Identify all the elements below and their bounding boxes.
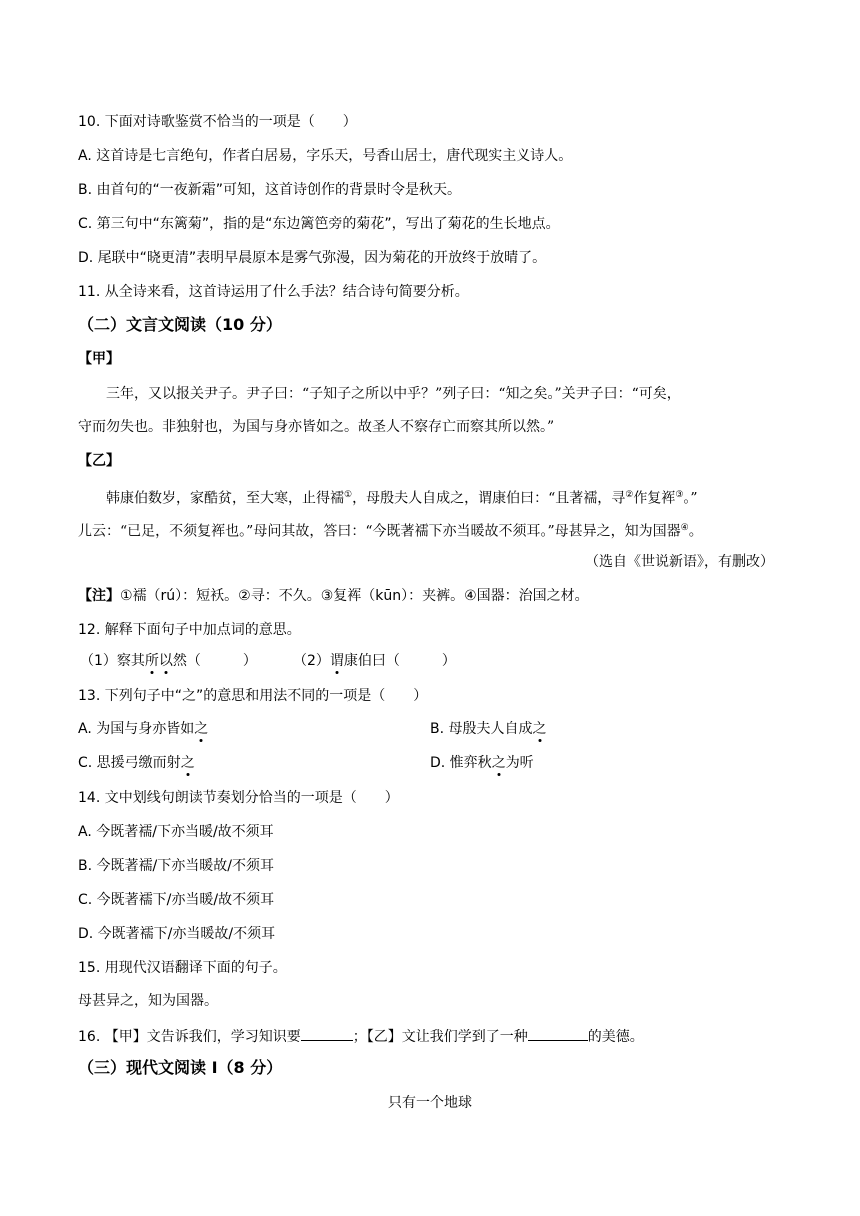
option-text: A. 为国与身亦皆如 xyxy=(78,721,195,737)
jia-line-1: 三年，又以报关尹子。尹子曰：“子知子之所以中乎？”列子曰：“知之矣。”关尹子曰：“可矣， xyxy=(106,386,681,402)
dotted-char: 以 xyxy=(158,653,173,669)
q14-option-c: C. 今既著襦下/亦当暖/故不须耳 xyxy=(78,892,275,908)
answer-blank[interactable] xyxy=(301,1026,353,1041)
yi-text: 。 xyxy=(688,523,703,540)
footnote-marker: ② xyxy=(625,490,634,500)
q13-option-d xyxy=(430,754,534,772)
option-text: C. 思援弓缴而射 xyxy=(78,755,181,771)
yi-line-1 xyxy=(106,486,698,508)
dotted-char: 所 xyxy=(144,653,159,669)
q13-stem: 13. 下列句子中“之”的意思和用法不同的一项是（ ） xyxy=(78,688,428,704)
q12-stem: 12. 解释下面句子中加点词的意思。 xyxy=(78,622,301,638)
q10-option-b: B. 由首句的“一夜新霜”可知，这首诗创作的背景时令是秋天。 xyxy=(78,182,462,198)
q10-option-d: D. 尾联中“晓更清”表明早晨原本是雾气弥漫，因为菊花的开放终于放晴了。 xyxy=(78,250,547,266)
yi-line-2 xyxy=(78,519,703,541)
option-text: 为听 xyxy=(505,755,534,771)
jia-line-2: 守而勿失也。非独射也，为国与身亦皆如之。故圣人不察存亡而察其所以然。” xyxy=(78,419,555,435)
q10-option-a: A. 这首诗是七言绝句，作者白居易，字乐天，号香山居士，唐代现实主义诗人。 xyxy=(78,148,573,164)
yi-text: 作复裈 xyxy=(633,490,676,507)
q12-text: 然（ ） xyxy=(172,653,257,669)
yi-label: 【乙】 xyxy=(78,453,120,469)
q14-option-a: A. 今既著襦/下亦当暖/故不须耳 xyxy=(78,824,274,840)
q12-part-2 xyxy=(293,652,456,670)
yi-text: ，母殷夫人自成之，谓康伯曰：“且著襦，寻 xyxy=(352,490,626,507)
q12-part-1 xyxy=(80,652,257,670)
q12-text: （2） xyxy=(293,653,330,669)
q16-text: ；【乙】文让我们学到了一种 xyxy=(352,1029,528,1045)
q16-text: 16. 【甲】文告诉我们，学习知识要 xyxy=(78,1029,301,1045)
footnote-marker: ③ xyxy=(675,490,684,500)
dotted-char: 谓 xyxy=(329,653,344,669)
note-text: ①襦（rú）：短袄。②寻：不久。③复裈（kūn）：夹裤。④国器：治国之材。 xyxy=(120,588,589,604)
answer-blank[interactable] xyxy=(528,1026,588,1041)
q11-stem: 11. 从全诗来看，这首诗运用了什么手法？结合诗句简要分析。 xyxy=(78,284,469,300)
dotted-char: 之 xyxy=(491,755,506,771)
q15-stem: 15. 用现代汉语翻译下面的句子。 xyxy=(78,960,287,976)
q13-option-b xyxy=(430,720,547,738)
q15-sentence: 母甚异之，知为国器。 xyxy=(78,993,218,1009)
q16-text: 的美德。 xyxy=(587,1029,644,1045)
q13-option-c xyxy=(78,754,195,772)
footnote-marker: ① xyxy=(344,490,353,500)
footnote-marker: ④ xyxy=(680,523,689,533)
jia-label: 【甲】 xyxy=(78,351,120,367)
dotted-char: 之 xyxy=(180,755,195,771)
q12-text: （1）察其 xyxy=(80,653,145,669)
yi-text: 儿云：“已足，不须复裈也。”母问其故，答曰：“今既著襦下亦当暖故不须耳。”母甚异之，知为国器 xyxy=(78,523,681,540)
note-label: 【注】 xyxy=(78,588,120,604)
yi-text: 。” xyxy=(683,490,698,507)
q13-option-a xyxy=(78,720,208,738)
option-text: B. 母殷夫人自成 xyxy=(430,721,533,737)
q14-stem: 14. 文中划线句朗读节奏划分恰当的一项是（ ） xyxy=(78,790,399,806)
yi-text: 韩康伯数岁，家酷贫，至大寒，止得襦 xyxy=(106,490,344,507)
dotted-char: 之 xyxy=(194,721,209,737)
q14-option-d: D. 今既著襦下/亦当暖故/不须耳 xyxy=(78,926,276,942)
note xyxy=(78,587,589,605)
q16-stem xyxy=(78,1026,644,1046)
article-title: 只有一个地球 xyxy=(388,1095,472,1111)
q12-text: 康伯曰（ ） xyxy=(343,653,456,669)
section3-title: （三）现代文阅读 I（8 分） xyxy=(78,1058,283,1077)
source-citation: （选自《世说新语》，有删改） xyxy=(585,554,774,570)
q14-option-b: B. 今既著襦/下亦当暖故/不须耳 xyxy=(78,858,274,874)
section2-title: （二）文言文阅读（10 分） xyxy=(78,315,282,334)
dotted-char: 之 xyxy=(532,721,547,737)
q10-stem: 10. 下面对诗歌鉴赏不恰当的一项是（ ） xyxy=(78,114,357,130)
option-text: D. 惟弈秋 xyxy=(430,755,492,771)
q10-option-c: C. 第三句中“东篱菊”，指的是“东边篱笆旁的菊花”，写出了菊花的生长地点。 xyxy=(78,216,560,232)
